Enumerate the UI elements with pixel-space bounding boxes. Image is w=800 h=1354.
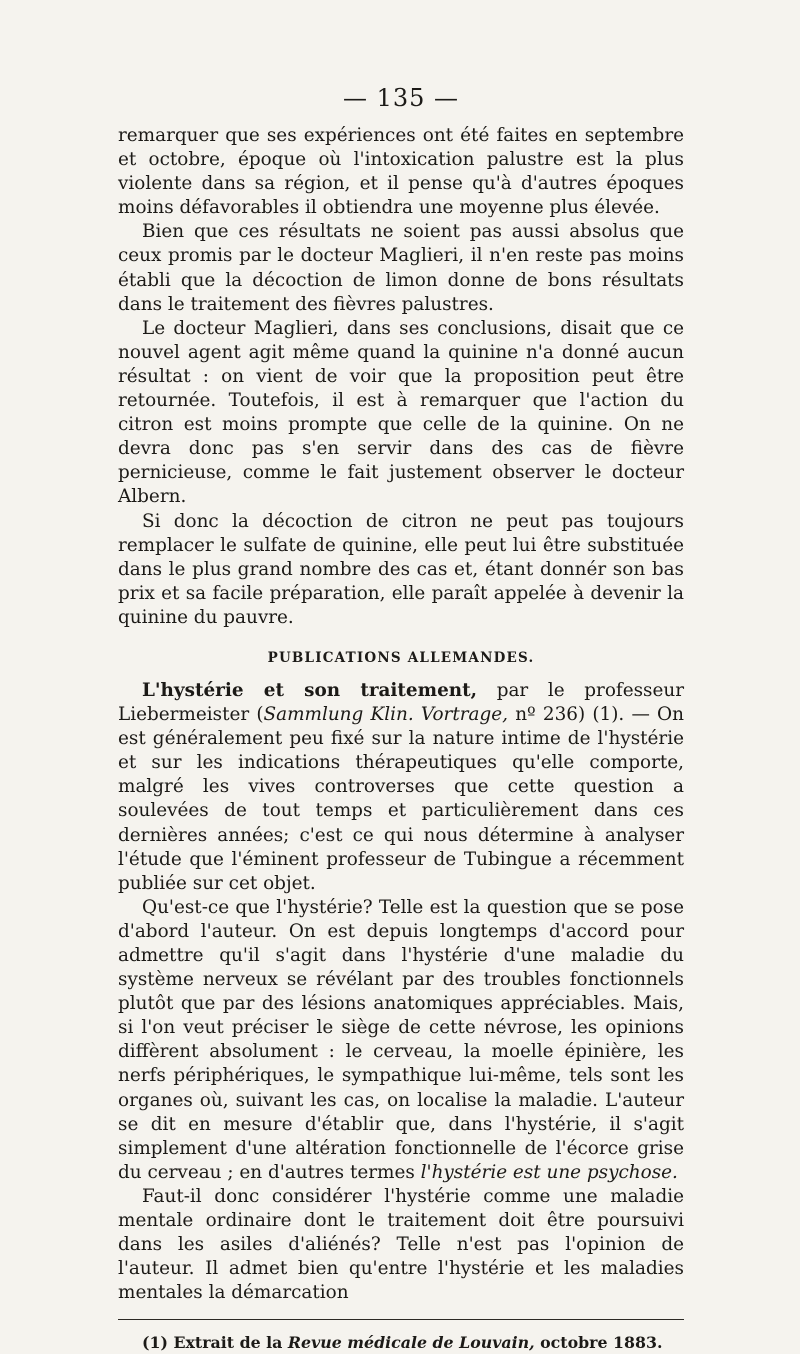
footnote-divider bbox=[118, 1319, 684, 1320]
article-paragraph-2 bbox=[118, 896, 684, 1185]
article-reference: Sammlung Klin. Vortrage, bbox=[263, 704, 508, 726]
document-page bbox=[118, 84, 684, 1354]
article-paragraph-3: Faut-il donc considérer l'hystérie comme une maladie mentale ordinaire dont le traitement doit être poursuivi dans les asiles d'aliénés? Telle n'est pas l'opinion de l'auteur. Il admet bien qu'entre l'hystérie et les maladies mentales la démarcation bbox=[118, 1185, 684, 1304]
page-number: — 135 — bbox=[342, 84, 460, 112]
footnote bbox=[118, 1332, 684, 1354]
article-intro: par le professeur Liebermeister ( bbox=[118, 679, 684, 726]
article-paragraph-2-text: Qu'est-ce que l'hystérie? Telle est la question que se pose d'abord l'auteur. On est depuis longtemps d'accord pour admettre qu'il s'agit dans l'hystérie d'une maladie du système nerveux se révélant par des troubles fonctionnels plutôt que par des lésions anatomiques appréciables. Mais, si l'on veut préciser le siège de cette névrose, les opinions diffèrent absolument : le cerveau, la moelle épinière, les nerfs périphériques, le sympathique lui-même, tels sont les organes où, suivant les cas, on localise la maladie. L'auteur se dit en mesure d'établir que, dans l'hystérie, il s'agit simplement d'une altération fonctionnelle de l'écorce grise du cerveau ; en d'autres termes bbox=[118, 896, 684, 1183]
section-title: PUBLICATIONS ALLEMANDES. bbox=[267, 649, 535, 666]
article-title: L'hystérie et son traitement, bbox=[142, 679, 478, 701]
article-paragraph-2-italic: l'hystérie est une psychose. bbox=[420, 1161, 678, 1183]
footnote-date: octobre 1883. bbox=[534, 1333, 663, 1353]
footnote-journal: Revue médicale de Louvain, bbox=[287, 1333, 535, 1353]
footnote-marker: (1) bbox=[142, 1333, 168, 1353]
paragraph-maglieri-conclusions: Le docteur Maglieri, dans ses conclusions, disait que ce nouvel agent agit même quand la quinine n'a donné aucun résultat : on vient de voir que la proposition peut être retournée. Toutefois, il est à remarquer que l'action du citron est moins prompte que celle de la quinine. On ne devra donc pas s'en servir dans des cas de fièvre pernicieuse, comme le fait justement observer le docteur Albern. bbox=[118, 317, 684, 508]
footnote-text: Extrait de la bbox=[167, 1333, 288, 1353]
article-paragraph-1 bbox=[118, 679, 684, 896]
paragraph-citron-conclusion: Si donc la décoction de citron ne peut pas toujours remplacer le sulfate de quinine, elle peut lui être substituée dans le plus grand nombre des cas et, étant donnér son bas prix et sa facile préparation, elle paraît appelée à devenir la quinine du pauvre. bbox=[118, 510, 684, 628]
article-reference-number: nº 236) (1). — On est généralement peu fixé sur la nature intime de l'hystérie et sur les indications thérapeutiques qu'elle comporte, malgré les vives controverses que cette question a soulevées de tout temps et particulièrement dans ces dernières années; c'est ce qui nous détermine à analyser l'étude que l'éminent professeur de Tubingue a récemment publiée sur cet objet. bbox=[118, 704, 684, 894]
paragraph-maglieri-results: Bien que ces résultats ne soient pas aussi absolus que ceux promis par le docteur Maglieri, il n'en reste pas moins établi que la décoction de limon donne de bons résultats dans le traitement des fièvres palustres. bbox=[118, 221, 684, 315]
paragraph-intro: remarquer que ses expériences ont été faites en septembre et octobre, époque où l'intoxication palustre est la plus violente dans sa région, et il pense qu'à d'autres époques moins défavorables il obtiendra une moyenne plus élevée. bbox=[118, 125, 684, 219]
